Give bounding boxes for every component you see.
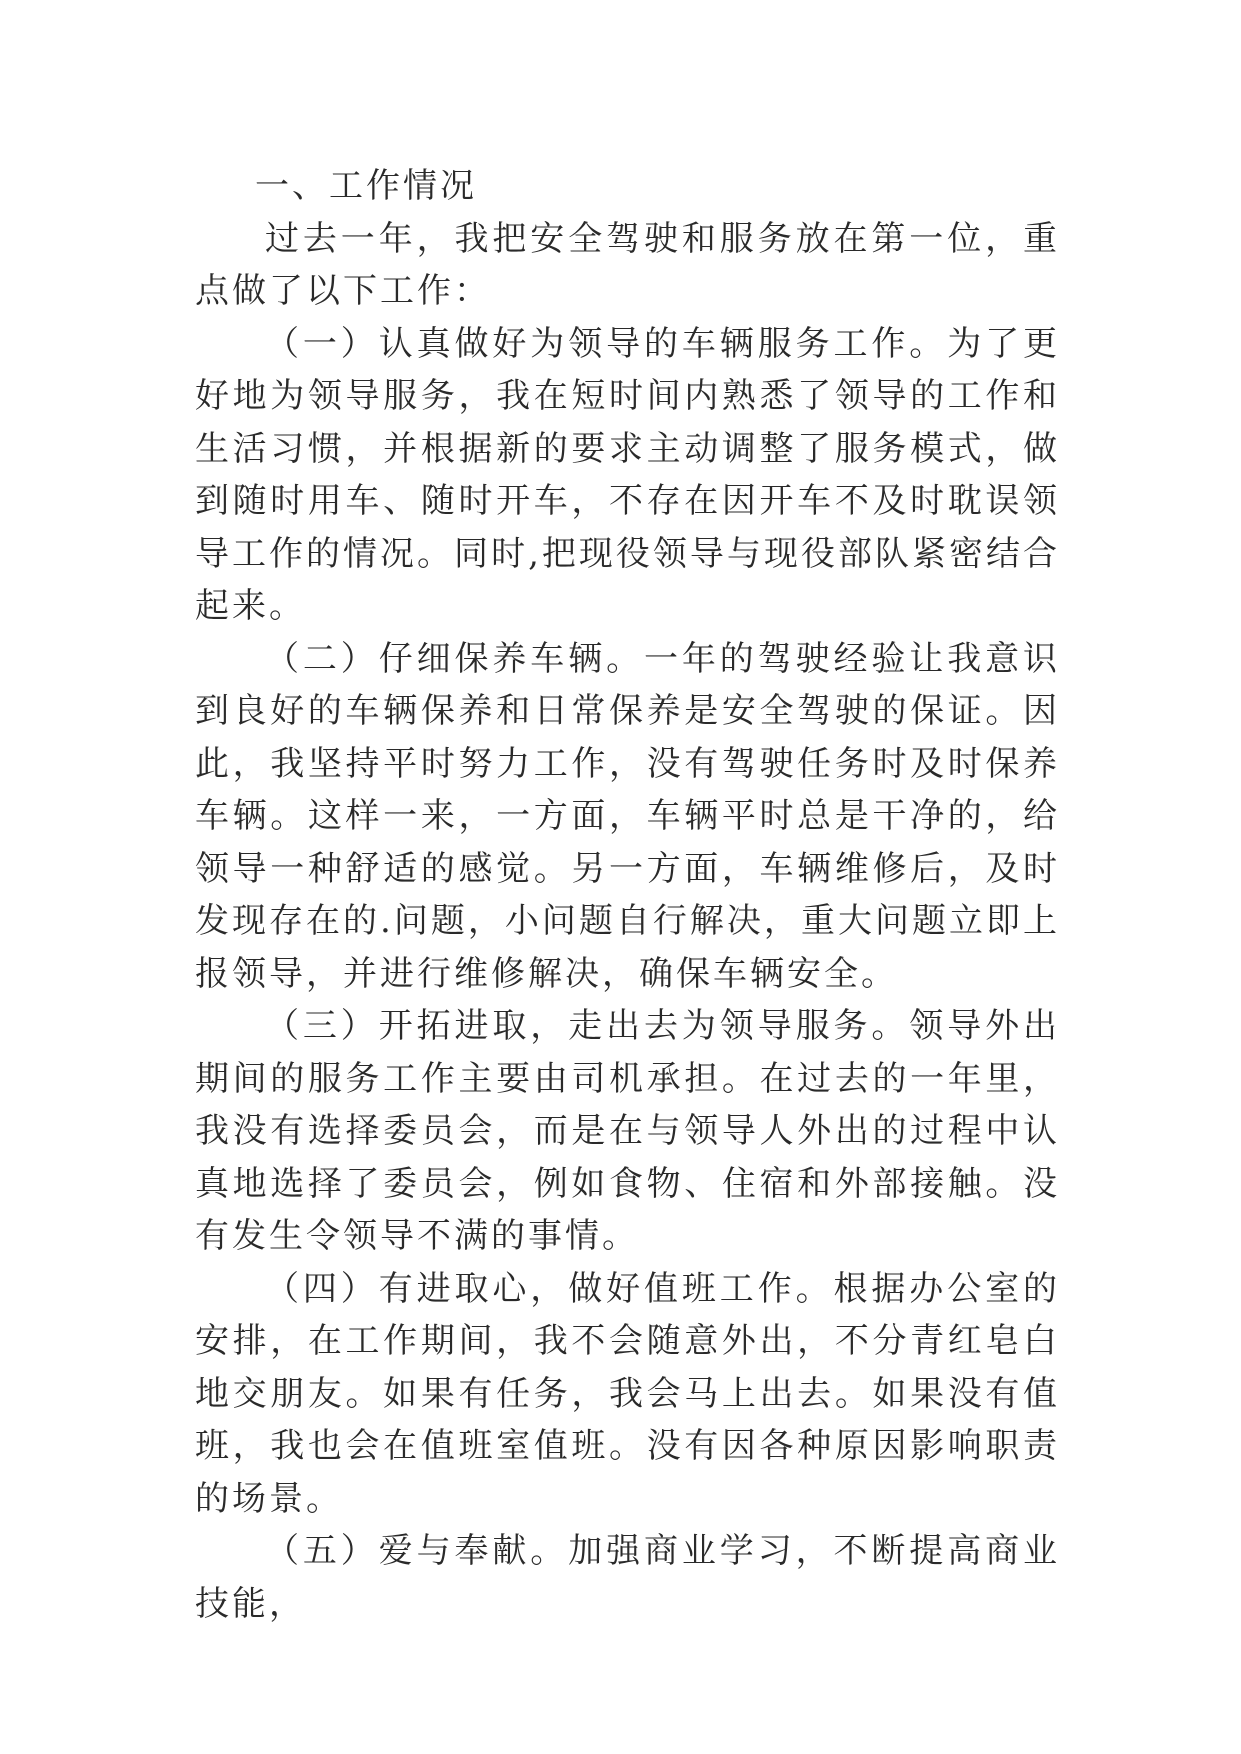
document-body (195, 160, 1060, 1630)
paragraph-intro: 过去一年，我把安全驾驶和服务放在第一位，重点做了以下工作： (195, 218, 1060, 311)
paragraph-item-3: （三）开拓进取，走出去为领导服务。领导外出期间的服务工作主要由司机承担。在过去的一年里，我没有选择委员会，而是在与领导人外出的过程中认真地选择了委员会，例如食物、住宿和外部接触。没有发生令领导不满的事情。 (195, 1006, 1060, 1256)
section-heading: 一、工作情况 (255, 166, 477, 206)
paragraph-item-2: （二）仔细保养车辆。一年的驾驶经验让我意识到良好的车辆保养和日常保养是安全驾驶的保证。因此，我坚持平时努力工作，没有驾驶任务时及时保养车辆。这样一来，一方面，车辆平时总是干净的，给领导一种舒适的感觉。另一方面，车辆维修后，及时发现存在的.问题，小问题自行解决，重大问题立即上报领导，并进行维修解决，确保车辆安全。 (195, 638, 1060, 994)
paragraph-item-1: （一）认真做好为领导的车辆服务工作。为了更好地为领导服务，我在短时间内熟悉了领导的工作和生活习惯，并根据新的要求主动调整了服务模式，做到随时用车、随时开车，不存在因开车不及时耽误领导工作的情况。同时,把现役领导与现役部队紧密结合起来。 (195, 323, 1060, 626)
paragraph-item-4: （四）有进取心，做好值班工作。根据办公室的安排，在工作期间，我不会随意外出，不分青红皂白地交朋友。如果有任务，我会马上出去。如果没有值班，我也会在值班室值班。没有因各种原因影响职责的场景。 (195, 1268, 1060, 1519)
paragraph-item-5: （五）爱与奉献。加强商业学习，不断提高商业技能， (195, 1531, 1060, 1624)
